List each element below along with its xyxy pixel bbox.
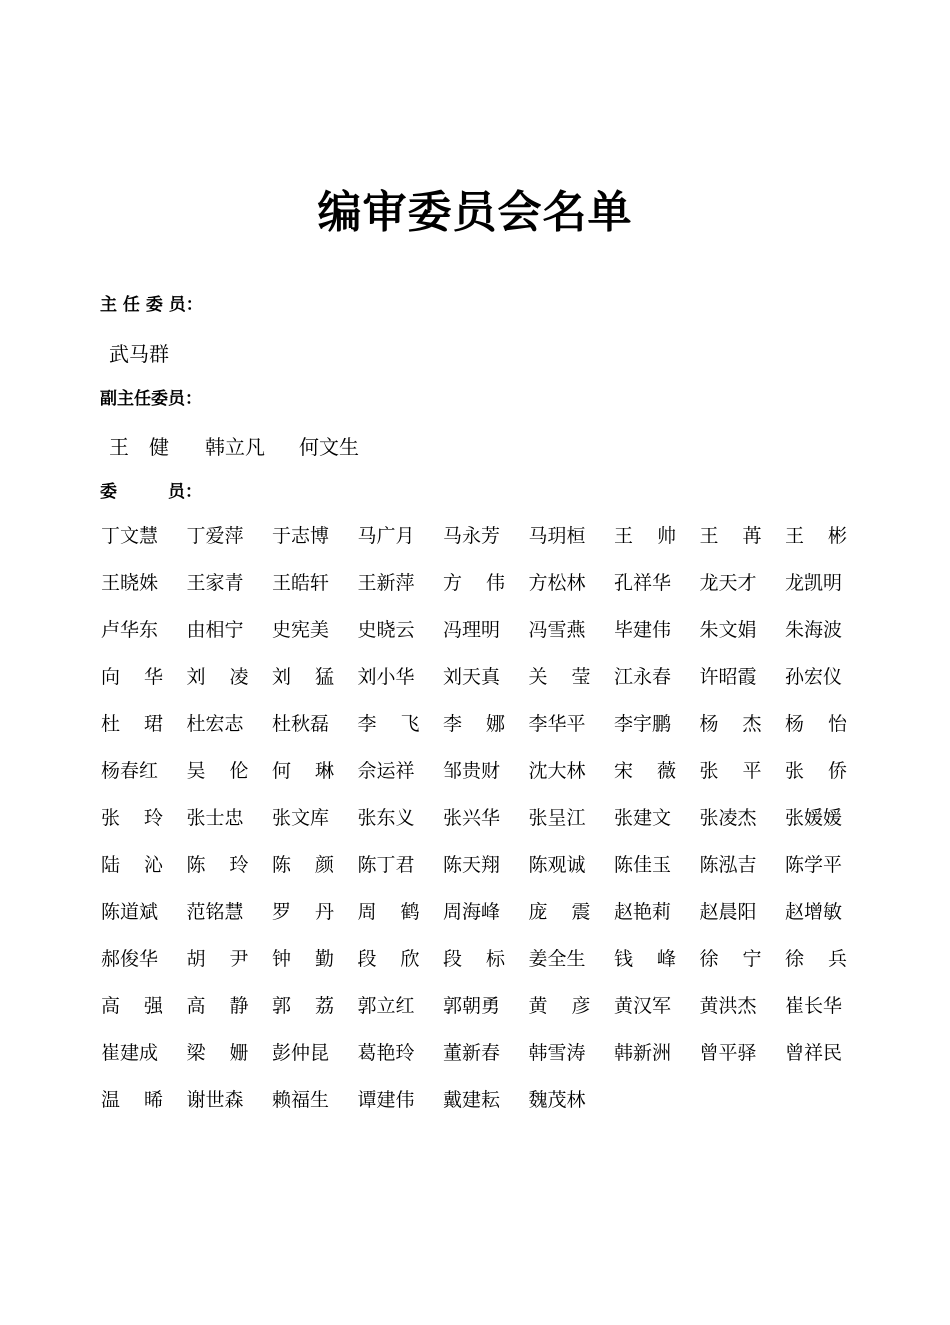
- member-name: [358, 897, 420, 927]
- member-name: 丁文慧: [101, 525, 159, 547]
- member-name: 卢华东: [101, 619, 159, 641]
- member-name-char: 荔: [314, 995, 334, 1017]
- member-name-char: 张: [101, 807, 121, 829]
- member-name: [187, 1038, 249, 1068]
- member-name-char: 梁: [186, 1042, 206, 1064]
- member-name: 龙天才: [699, 572, 757, 594]
- member-name-char: 玲: [229, 854, 249, 876]
- member-name-char: 苒: [742, 525, 762, 547]
- member-name-char: 峰: [656, 948, 676, 970]
- member-name-char: 陈: [272, 854, 292, 876]
- member-name: 王晓姝: [101, 572, 159, 594]
- member-name: [187, 662, 249, 692]
- director-name: 武马群: [109, 342, 169, 366]
- member-name-char: 李: [443, 713, 463, 735]
- member-name-char: 彬: [827, 525, 847, 547]
- member-name: 马永芳: [443, 525, 501, 547]
- member-grid: [101, 521, 861, 1132]
- member-name: 陈泓吉: [699, 854, 757, 876]
- member-name: [101, 850, 163, 880]
- member-name: 曾平驿: [699, 1042, 757, 1064]
- member-name-char: 彦: [571, 995, 591, 1017]
- member-name: 姜全生: [528, 948, 586, 970]
- member-name: 丁爱萍: [186, 525, 244, 547]
- member-name-char: 吴: [186, 760, 206, 782]
- member-name: 郭立红: [357, 995, 415, 1017]
- member-name-char: 黄: [528, 995, 548, 1017]
- member-name: 赵增敏: [785, 901, 843, 923]
- member-name: 马广月: [357, 525, 415, 547]
- member-name-char: 伦: [229, 760, 249, 782]
- member-name: [101, 1085, 163, 1115]
- member-name-char: 王: [785, 525, 805, 547]
- member-name-char: 刘: [272, 666, 292, 688]
- member-name: [443, 568, 505, 598]
- member-name-char: 周: [357, 901, 377, 923]
- member-name: 许昭霞: [699, 666, 757, 688]
- member-name: [358, 709, 420, 739]
- member-name-char: 张: [699, 760, 719, 782]
- member-name: 王新萍: [357, 572, 415, 594]
- member-name-char: 方: [443, 572, 463, 594]
- member-name: [187, 991, 249, 1021]
- member-name-char: 莹: [571, 666, 591, 688]
- member-name: 陈丁君: [357, 854, 415, 876]
- member-name-char: 王: [614, 525, 634, 547]
- member-name-char: 庞: [528, 901, 548, 923]
- deputy-director-name: 韩立凡: [205, 435, 265, 459]
- member-name: 张文库: [272, 807, 330, 829]
- member-name: 韩新洲: [614, 1042, 672, 1064]
- member-name: [785, 709, 847, 739]
- member-name: 曾祥民: [785, 1042, 843, 1064]
- member-name-char: 帅: [656, 525, 676, 547]
- member-name-char: 罗: [272, 901, 292, 923]
- member-name: 江永春: [614, 666, 672, 688]
- member-name: 张媛媛: [785, 807, 843, 829]
- member-name-char: 姗: [229, 1042, 249, 1064]
- member-name-char: 丹: [314, 901, 334, 923]
- member-name: [614, 944, 676, 974]
- member-name: [187, 850, 249, 880]
- member-name-char: 平: [742, 760, 762, 782]
- member-name: [700, 944, 762, 974]
- member-name-char: 侨: [827, 760, 847, 782]
- member-name-char: 颜: [314, 854, 334, 876]
- member-name: 李华平: [528, 713, 586, 735]
- member-name-char: 陆: [101, 854, 121, 876]
- member-name-char: 宋: [614, 760, 634, 782]
- member-name: 郭朝勇: [443, 995, 501, 1017]
- member-name-char: 标: [485, 948, 505, 970]
- member-name-char: 宁: [742, 948, 762, 970]
- member-name: 马玥桓: [528, 525, 586, 547]
- member-name-char: 薇: [656, 760, 676, 782]
- member-name: 葛艳玲: [357, 1042, 415, 1064]
- member-name-char: 杜: [101, 713, 121, 735]
- member-name: [272, 850, 334, 880]
- member-name-char: 刘: [186, 666, 206, 688]
- member-name-char: 飞: [400, 713, 420, 735]
- member-name-char: 王: [699, 525, 719, 547]
- member-name: 王皓轩: [272, 572, 330, 594]
- member-name-char: 陈: [186, 854, 206, 876]
- member-name: [614, 521, 676, 551]
- member-name: [187, 944, 249, 974]
- member-name: 孙宏仪: [785, 666, 843, 688]
- member-name-char: 勤: [314, 948, 334, 970]
- member-name: 黄汉军: [614, 995, 672, 1017]
- member-name: 张凌杰: [699, 807, 757, 829]
- member-name: 赵艳莉: [614, 901, 672, 923]
- member-name-char: 郭: [272, 995, 292, 1017]
- member-name: [272, 944, 334, 974]
- member-name: 史晓云: [357, 619, 415, 641]
- member-name: [101, 803, 163, 833]
- member-name: 朱海波: [785, 619, 843, 641]
- member-name-char: 凌: [229, 666, 249, 688]
- member-name-char: 张: [785, 760, 805, 782]
- deputy-directors-names: [109, 433, 359, 461]
- member-name: [700, 709, 762, 739]
- member-name: 张东义: [357, 807, 415, 829]
- page-title: 编审委员会名单: [317, 187, 633, 238]
- member-name: 刘天真: [443, 666, 501, 688]
- member-name: [529, 897, 591, 927]
- member-name-char: 何: [272, 760, 292, 782]
- member-name: 龙凯明: [785, 572, 843, 594]
- member-name-char: 胡: [186, 948, 206, 970]
- member-name-char: 段: [357, 948, 377, 970]
- member-name-char: 关: [528, 666, 548, 688]
- member-name: 韩雪涛: [528, 1042, 586, 1064]
- member-name-char: 高: [186, 995, 206, 1017]
- member-name: [272, 756, 334, 786]
- member-name-char: 震: [571, 901, 591, 923]
- deputy-director-name: 王 健: [109, 435, 169, 459]
- member-name-char: 兵: [827, 948, 847, 970]
- member-name: 由相宁: [186, 619, 244, 641]
- member-name: 张士忠: [186, 807, 244, 829]
- member-name-char: 杨: [699, 713, 719, 735]
- member-name-char: 尹: [229, 948, 249, 970]
- member-name: [101, 662, 163, 692]
- member-name: [700, 521, 762, 551]
- member-name: [272, 991, 334, 1021]
- member-name-char: 段: [443, 948, 463, 970]
- member-name: 张建文: [614, 807, 672, 829]
- member-name-char: 钟: [272, 948, 292, 970]
- member-name: [101, 991, 163, 1021]
- member-name: [358, 944, 420, 974]
- member-name: 谢世森: [186, 1089, 244, 1111]
- member-name: 谭建伟: [357, 1089, 415, 1111]
- members-label: 委 员：: [100, 482, 202, 502]
- member-name: 黄洪杰: [699, 995, 757, 1017]
- member-name-char: 华: [143, 666, 163, 688]
- member-name-char: 玲: [143, 807, 163, 829]
- member-name-char: 猛: [314, 666, 334, 688]
- member-name: [785, 756, 847, 786]
- member-name-char: 徐: [785, 948, 805, 970]
- member-name: 毕建伟: [614, 619, 672, 641]
- member-name: 冯理明: [443, 619, 501, 641]
- member-name: [101, 709, 163, 739]
- member-name-char: 娜: [485, 713, 505, 735]
- member-name: 张呈江: [528, 807, 586, 829]
- member-name-char: 怡: [827, 713, 847, 735]
- member-name: [272, 897, 334, 927]
- member-name-char: 晞: [143, 1089, 163, 1111]
- member-name: 刘小华: [357, 666, 415, 688]
- member-name: 戴建耘: [443, 1089, 501, 1111]
- member-name: 冯雪燕: [528, 619, 586, 641]
- member-name-char: 琳: [314, 760, 334, 782]
- member-name: 陈天翔: [443, 854, 501, 876]
- member-name: 方松林: [528, 572, 586, 594]
- member-name-char: 温: [101, 1089, 121, 1111]
- member-name-char: 欣: [400, 948, 420, 970]
- member-name-char: 静: [229, 995, 249, 1017]
- member-name: 邹贵财: [443, 760, 501, 782]
- member-name: 佘运祥: [357, 760, 415, 782]
- member-name: 陈道斌: [101, 901, 159, 923]
- member-name: 崔长华: [785, 995, 843, 1017]
- member-name-char: 伟: [485, 572, 505, 594]
- member-name-char: 珺: [143, 713, 163, 735]
- member-name-char: 沁: [143, 854, 163, 876]
- member-name: 沈大林: [528, 760, 586, 782]
- member-name: [529, 991, 591, 1021]
- member-name-char: 强: [143, 995, 163, 1017]
- member-name: 陈佳玉: [614, 854, 672, 876]
- deputy-directors-label: 副主任委员：: [100, 389, 202, 409]
- member-name-char: 杰: [742, 713, 762, 735]
- member-name: 于志博: [272, 525, 330, 547]
- member-name: [785, 521, 847, 551]
- member-name: [187, 756, 249, 786]
- member-name: 赖福生: [272, 1089, 330, 1111]
- director-label: 主 任 委 员：: [100, 295, 203, 315]
- member-name: [785, 944, 847, 974]
- member-name: 赵晨阳: [699, 901, 757, 923]
- member-name: [443, 709, 505, 739]
- member-name: 朱文娟: [699, 619, 757, 641]
- deputy-director-name: 何文生: [299, 435, 359, 459]
- member-name: 史宪美: [272, 619, 330, 641]
- member-name-char: 钱: [614, 948, 634, 970]
- member-name: 周海峰: [443, 901, 501, 923]
- member-name: 杜宏志: [186, 713, 244, 735]
- member-name: 陈观诚: [528, 854, 586, 876]
- member-name: [443, 944, 505, 974]
- member-name: [529, 662, 591, 692]
- member-name: [700, 756, 762, 786]
- member-name: 郝俊华: [101, 948, 159, 970]
- member-name: 王家青: [186, 572, 244, 594]
- member-name-char: 杨: [785, 713, 805, 735]
- member-name: 董新春: [443, 1042, 501, 1064]
- member-name-char: 向: [101, 666, 121, 688]
- member-name: 陈学平: [785, 854, 843, 876]
- member-name: 范铭慧: [186, 901, 244, 923]
- member-name: 彭仲昆: [272, 1042, 330, 1064]
- member-name-char: 高: [101, 995, 121, 1017]
- member-name: 杜秋磊: [272, 713, 330, 735]
- member-name-char: 鹤: [400, 901, 420, 923]
- member-name: [272, 662, 334, 692]
- member-name-char: 李: [357, 713, 377, 735]
- member-name: 崔建成: [101, 1042, 159, 1064]
- member-name: 孔祥华: [614, 572, 672, 594]
- member-name: 魏茂林: [528, 1089, 586, 1111]
- director-names: [109, 340, 169, 368]
- member-name: [614, 756, 676, 786]
- member-name-char: 徐: [699, 948, 719, 970]
- member-name: 杨春红: [101, 760, 159, 782]
- member-name: 李宇鹏: [614, 713, 672, 735]
- member-name: 张兴华: [443, 807, 501, 829]
